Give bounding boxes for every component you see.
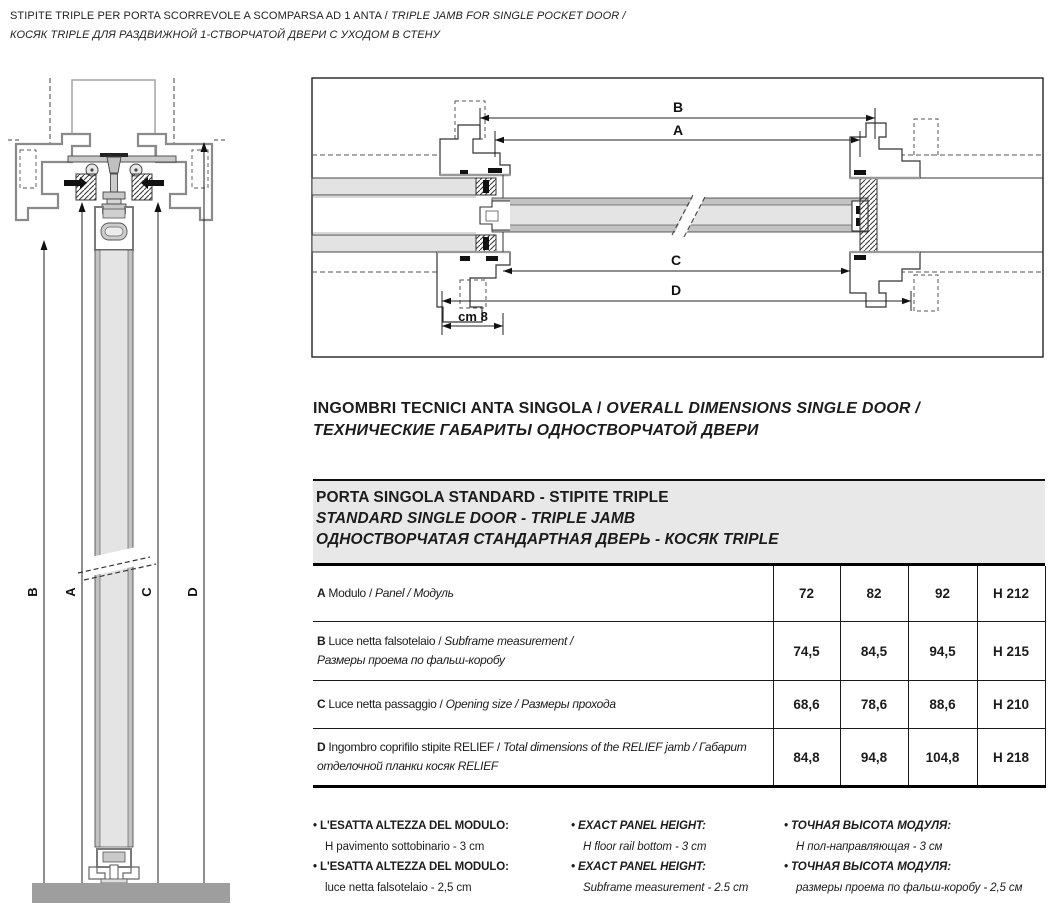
row-value: H 212 xyxy=(977,566,1045,622)
vertical-section-drawing xyxy=(4,70,232,905)
footnote-item xyxy=(313,857,571,898)
row-desc-it: Luce netta passaggio / xyxy=(328,697,446,711)
row-desc-translated: Opening size / Размеры прохода xyxy=(445,697,616,711)
dim-label-b: B xyxy=(25,587,40,597)
row-letter: D xyxy=(317,740,326,754)
footnote-title: • L'ESATTA ALTEZZA DEL MODULO: xyxy=(313,820,509,832)
row-value: 74,5 xyxy=(773,622,840,681)
spec-table xyxy=(313,566,1046,788)
table-row xyxy=(313,622,1045,681)
footnote-column-it xyxy=(313,816,571,898)
table-title-ru: ОДНОСТВОРЧАТАЯ СТАНДАРТНАЯ ДВЕРЬ - КОСЯК TRIPLE xyxy=(316,531,779,548)
row-value: 78,6 xyxy=(840,681,908,729)
row-value: 94,5 xyxy=(908,622,977,681)
footnote-item xyxy=(313,816,571,857)
row-desc-translated: Panel / Модуль xyxy=(375,586,454,600)
footnote-column-en xyxy=(571,816,784,898)
spec-table-section xyxy=(313,479,1045,788)
footnote-item xyxy=(571,857,784,898)
table-title-en: STANDARD SINGLE DOOR - TRIPLE JAMB xyxy=(316,510,636,527)
hatch-block-right xyxy=(132,174,152,200)
row-value: 68,6 xyxy=(773,681,840,729)
row-description xyxy=(313,566,773,622)
spec-table-title xyxy=(313,479,1045,566)
table-row xyxy=(313,566,1045,622)
dim-label-pocket-depth: cm 8 xyxy=(458,309,488,324)
horizontal-section-drawing xyxy=(310,75,1049,360)
table-row xyxy=(313,681,1045,729)
footnote-title: • ТОЧНАЯ ВЫСОТА МОДУЛЯ: xyxy=(784,820,951,832)
header-line2: КОСЯК TRIPLE ДЛЯ РАЗДВИЖНОЙ 1-СТВОРЧАТОЙ ДВЕРИ С УХОДОМ В СТЕНУ xyxy=(10,28,440,41)
footnote-title: • EXACT PANEL HEIGHT: xyxy=(571,861,706,873)
row-description xyxy=(313,729,773,787)
row-letter: A xyxy=(317,586,326,600)
footnote-item xyxy=(784,857,1049,898)
row-value: H 218 xyxy=(977,729,1045,787)
footnote-title: • ТОЧНАЯ ВЫСОТА МОДУЛЯ: xyxy=(784,861,951,873)
row-value: H 215 xyxy=(977,622,1045,681)
footnote-desc: H floor rail bottom - 3 cm xyxy=(583,840,707,853)
dim-label-d: D xyxy=(670,282,682,298)
page-header xyxy=(10,7,730,44)
floor xyxy=(32,883,230,903)
row-description xyxy=(313,622,773,681)
footnote-desc: luce netta falsotelaio - 2,5 cm xyxy=(325,881,472,894)
footnote-title: • L'ESATTA ALTEZZA DEL MODULO: xyxy=(313,861,509,873)
row-description xyxy=(313,681,773,729)
footnote-item xyxy=(571,816,784,857)
dim-label-d: D xyxy=(185,587,200,597)
header-title-en: TRIPLE JAMB FOR SINGLE POCKET DOOR / xyxy=(390,10,626,22)
footnote-desc: Subframe measurement - 2.5 cm xyxy=(583,881,749,894)
row-letter: C xyxy=(317,697,326,711)
row-value: 84,8 xyxy=(773,729,840,787)
row-desc-it: Luce netta falsotelaio / xyxy=(328,634,445,648)
door-panel xyxy=(95,250,133,847)
dim-label-c: C xyxy=(670,252,682,268)
heading-en: OVERALL DIMENSIONS SINGLE DOOR / xyxy=(606,400,920,417)
hatch-block-left xyxy=(76,174,96,200)
header-line1 xyxy=(10,7,730,26)
row-desc-it: Modulo / xyxy=(328,586,376,600)
row-value: 82 xyxy=(840,566,908,622)
heading-it: INGOMBRI TECNICI ANTA SINGOLA / xyxy=(313,400,607,417)
footnote-desc: Н пол-направляющая - 3 см xyxy=(796,840,943,853)
section-heading xyxy=(313,398,1045,442)
footnote-desc: H pavimento sottobinario - 3 cm xyxy=(325,840,485,853)
section-heading-line2: ТЕХНИЧЕСКИЕ ГАБАРИТЫ ОДНОСТВОРЧАТОЙ ДВЕРИ xyxy=(313,422,759,439)
row-desc-line2: Размеры проема по фальш-коробу xyxy=(317,653,505,667)
footnote-desc: размеры проема по фальш-коробу - 2,5 см xyxy=(796,881,1023,894)
row-value: 94,8 xyxy=(840,729,908,787)
row-value: 104,8 xyxy=(908,729,977,787)
footnotes xyxy=(313,816,1049,898)
dim-label-a: A xyxy=(672,122,684,138)
spec-table-body xyxy=(313,566,1045,787)
floor-guide xyxy=(89,849,139,883)
header-title-it: STIPITE TRIPLE PER PORTA SCORREVOLE A SCOMPARSA AD 1 ANTA / xyxy=(10,10,391,22)
door-top-channel xyxy=(95,207,133,250)
row-letter: B xyxy=(317,634,326,648)
table-title-it: PORTA SINGOLA STANDARD - STIPITE TRIPLE xyxy=(316,489,669,506)
dim-label-c: C xyxy=(139,587,154,597)
table-row xyxy=(313,729,1045,787)
dim-label-a: A xyxy=(63,587,78,597)
row-desc-it: Ingombro coprifilo stipite RELIEF / xyxy=(328,740,503,754)
footnote-title: • EXACT PANEL HEIGHT: xyxy=(571,820,706,832)
row-value: 84,5 xyxy=(840,622,908,681)
footnote-item xyxy=(784,816,1049,857)
row-value: 88,6 xyxy=(908,681,977,729)
row-value: H 210 xyxy=(977,681,1045,729)
row-desc-translated: Subframe measurement / xyxy=(444,634,574,648)
footnote-column-ru xyxy=(784,816,1049,898)
row-value: 92 xyxy=(908,566,977,622)
dim-label-b: B xyxy=(672,99,684,115)
row-value: 72 xyxy=(773,566,840,622)
section-heading-line1 xyxy=(313,398,1045,420)
row-desc-translated: Total dimensions of the RELIEF jamb / Габарит xyxy=(502,740,747,754)
row-desc-line2: отделочной планки косяк RELIEF xyxy=(317,759,498,773)
